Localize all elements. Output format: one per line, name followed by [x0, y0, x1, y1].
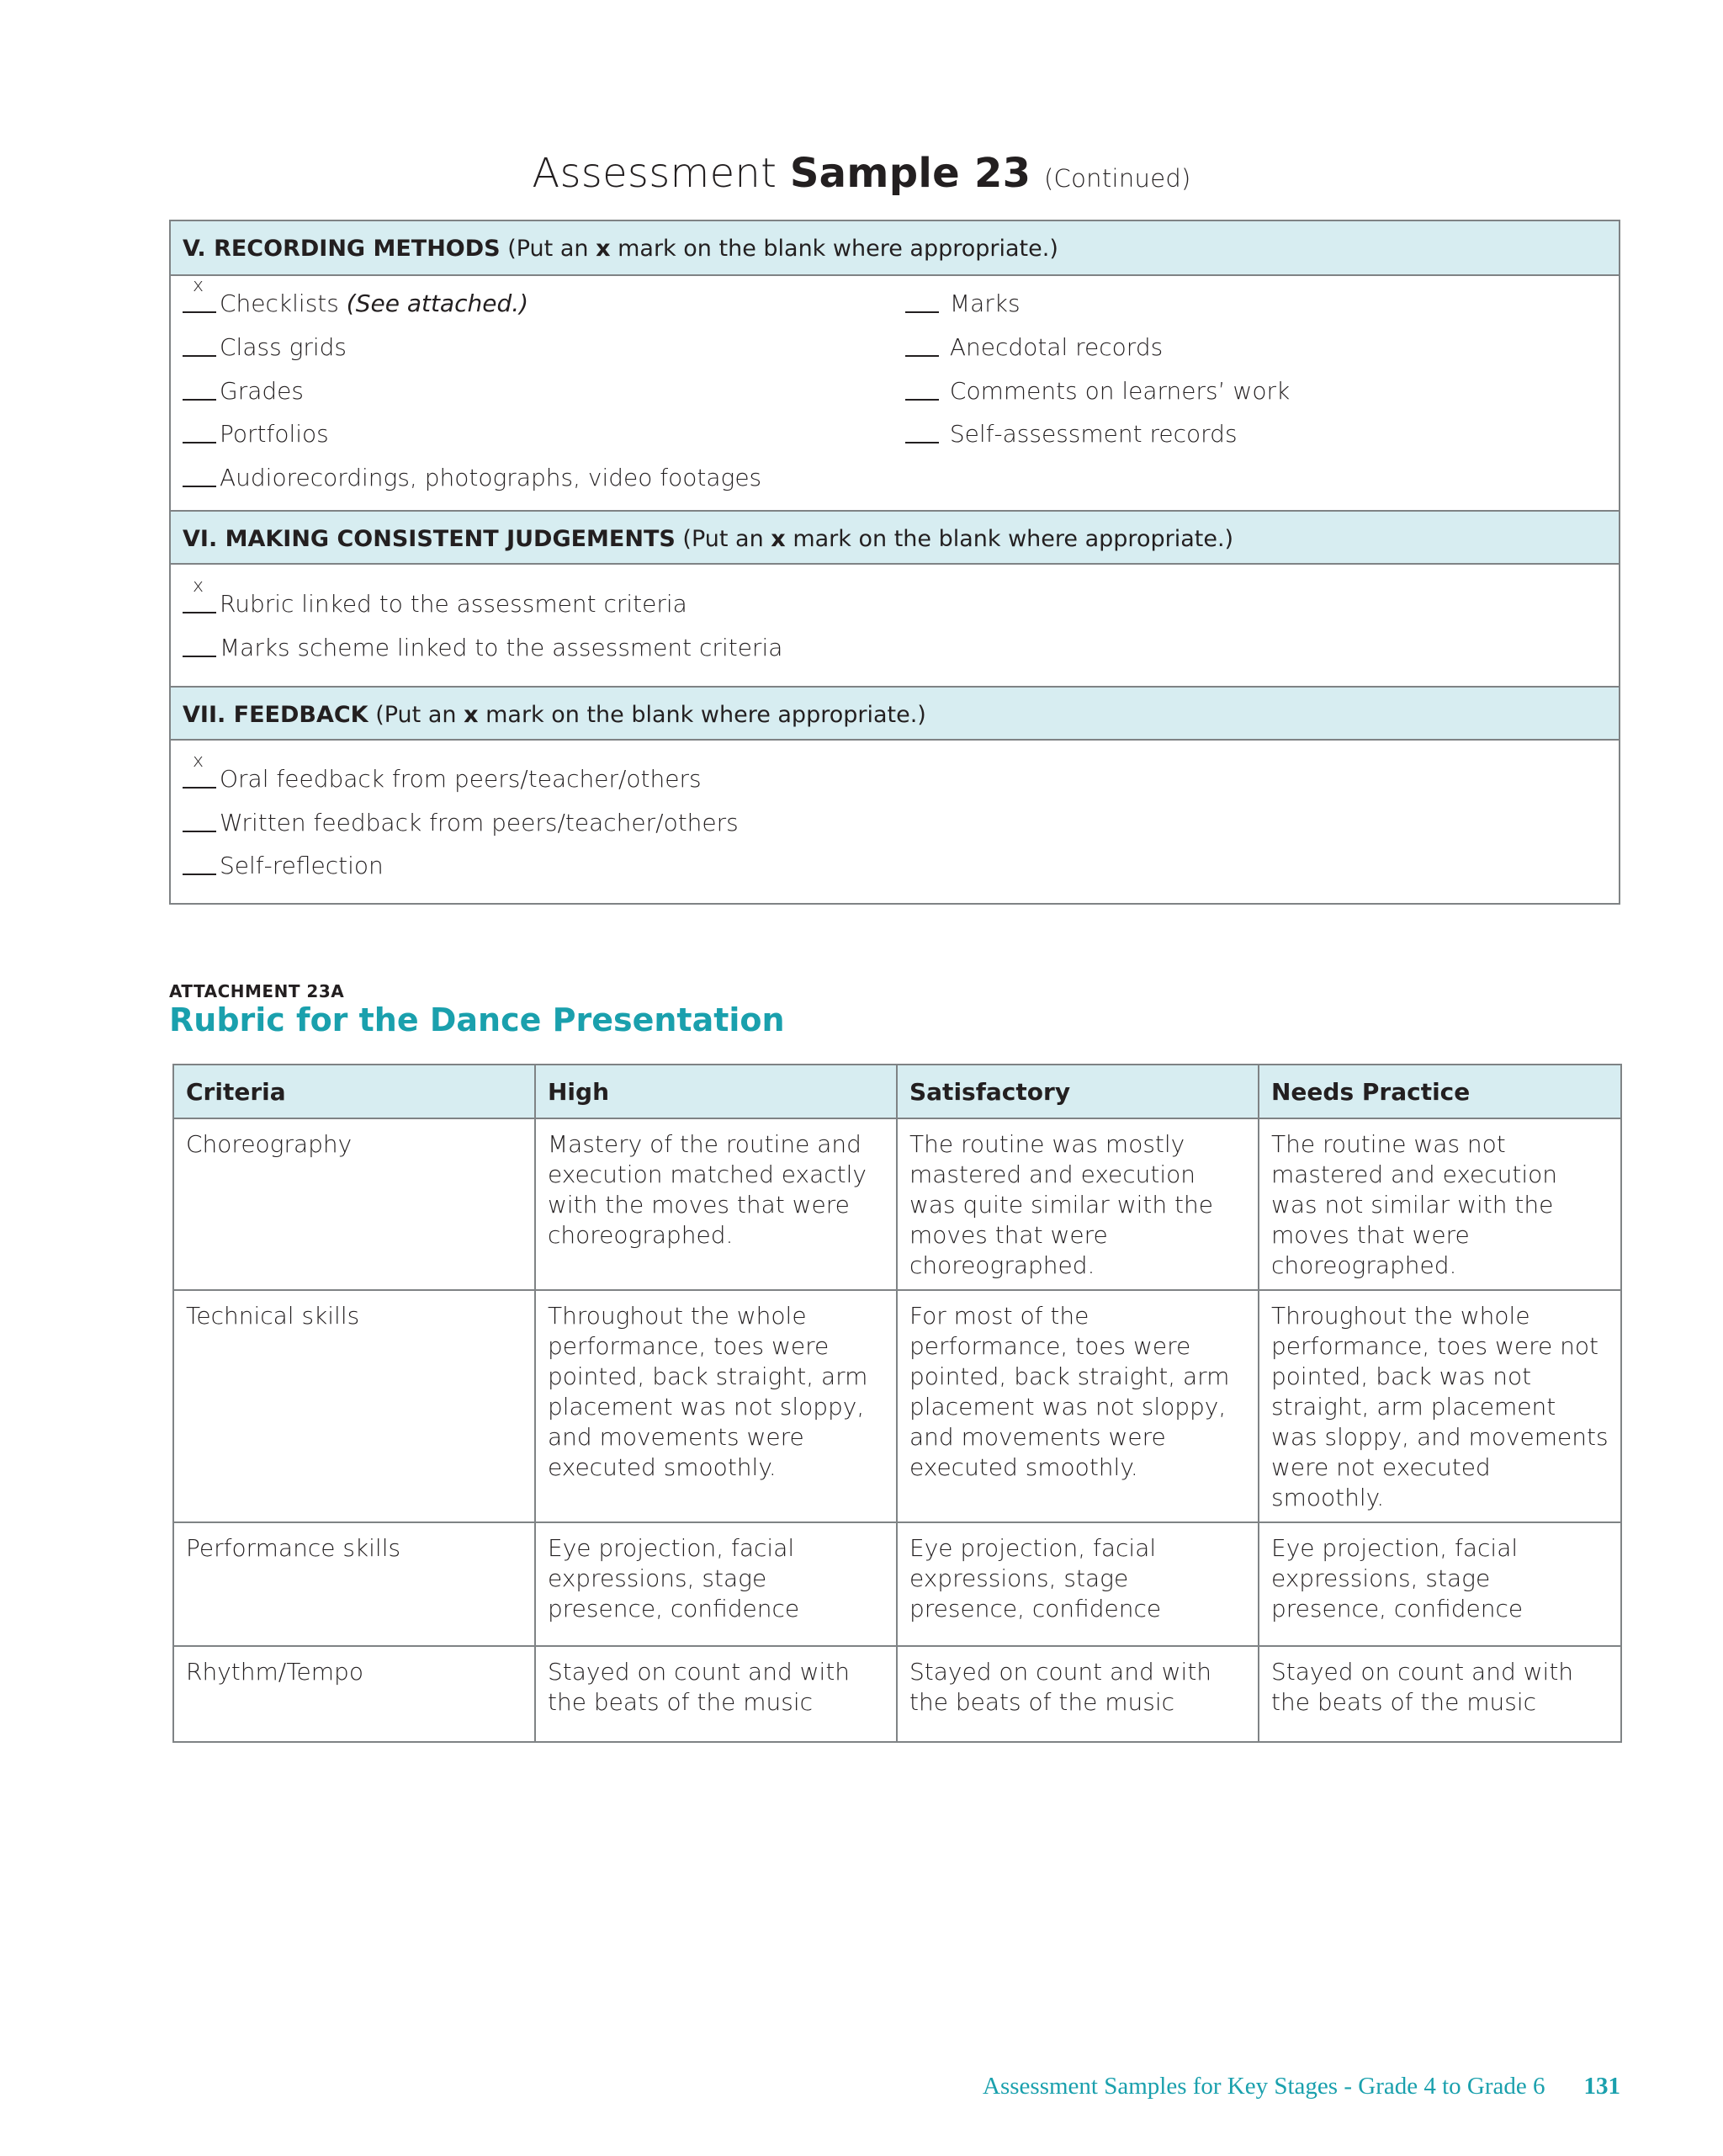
checkbox-blank[interactable] [905, 417, 939, 443]
checklist-item [905, 417, 1238, 451]
checkbox-blank[interactable] [183, 374, 216, 401]
needs-practice-cell: The routine was not mastered and execution was not similar with the moves that were choreographed. [1259, 1118, 1621, 1290]
item-label: Self-assessment records [949, 420, 1238, 448]
section-v-instr-x: x [596, 236, 611, 262]
checkbox-blank[interactable] [183, 460, 216, 487]
item-label: Marks [949, 289, 1021, 317]
item-note: (See attached.) [346, 289, 529, 317]
needs-practice-cell: Throughout the whole performance, toes were not pointed, back was not straight, arm placement was sloppy, and movements were not executed smoothly. [1259, 1290, 1621, 1522]
x-mark: x [193, 275, 204, 296]
checkbox-blank[interactable] [183, 751, 216, 789]
section-vi-instr-b: mark on the blank where appropriate.) [793, 526, 1234, 552]
footer-text: Assessment Samples for Key Stages - Grade 4 to Grade 6 [983, 2073, 1545, 2100]
table-row [173, 1646, 1621, 1742]
rubric-table [172, 1064, 1622, 1743]
satisfactory-cell: Eye projection, facial expressions, stage presence, confidence [897, 1522, 1259, 1646]
section-vii-header [171, 686, 1619, 741]
section-vii-title: VII. FEEDBACK [183, 702, 368, 728]
checklist-item [183, 805, 739, 840]
attachment-title: Rubric for the Dance Presentation [169, 1001, 785, 1038]
title-prefix: Assessment [532, 150, 777, 197]
section-v-instr-a: (Put an [507, 236, 589, 262]
title-continued: (Continued) [1043, 164, 1191, 193]
checklist-item [905, 330, 1163, 364]
section-v-instr-b: mark on the blank where appropriate.) [618, 236, 1058, 262]
checkbox-blank[interactable] [183, 848, 216, 875]
satisfactory-cell: The routine was mostly mastered and execution was quite similar with the moves that were choreographed. [897, 1118, 1259, 1290]
table-row [173, 1290, 1621, 1522]
section-vii-instr-a: (Put an [375, 702, 457, 728]
checklist-item [183, 576, 687, 621]
satisfactory-cell: For most of the performance, toes were pointed, back straight, arm placement was not sloppy, and movements were executed smoothly. [897, 1290, 1259, 1522]
section-vi-header [171, 510, 1619, 565]
page-title [0, 150, 1723, 197]
checkbox-blank[interactable] [183, 275, 216, 313]
criteria-cell: Rhythm/Tempo [173, 1646, 535, 1742]
item-label: Portfolios [220, 420, 329, 448]
item-label: Marks scheme linked to the assessment criteria [220, 634, 783, 661]
item-label: Comments on learners’ work [949, 377, 1291, 405]
item-label: Anecdotal records [949, 333, 1164, 361]
section-v-body [171, 276, 1619, 510]
checklist-item [183, 751, 702, 796]
section-v-title: V. RECORDING METHODS [183, 236, 501, 262]
checklist-item [905, 374, 1290, 408]
section-vi-instr-a: (Put an [682, 526, 764, 552]
title-sample-number: Sample 23 [789, 150, 1031, 197]
checkbox-blank[interactable] [905, 374, 939, 401]
checkbox-blank[interactable] [183, 805, 216, 832]
table-row [173, 1522, 1621, 1646]
high-cell: Stayed on count and with the beats of the music [535, 1646, 897, 1742]
page-number: 131 [1583, 2073, 1620, 2100]
item-label: Checklists [220, 289, 339, 317]
checkbox-blank[interactable] [905, 286, 939, 313]
section-vii-instr-b: mark on the blank where appropriate.) [485, 702, 926, 728]
section-vii-instr-x: x [464, 702, 479, 728]
header-high: High [535, 1065, 897, 1118]
checklist-item [183, 460, 761, 495]
satisfactory-cell: Stayed on count and with the beats of the music [897, 1646, 1259, 1742]
rubric-header-row [173, 1065, 1621, 1118]
item-label: Self-reflection [220, 852, 384, 879]
page-footer [983, 2073, 1620, 2100]
high-cell: Eye projection, facial expressions, stage presence, confidence [535, 1522, 897, 1646]
checklist-item [905, 286, 1021, 321]
checklist-item [183, 417, 329, 451]
checkbox-blank[interactable] [183, 630, 216, 657]
criteria-cell: Technical skills [173, 1290, 535, 1522]
attachment-label: ATTACHMENT 23A [169, 981, 345, 1001]
checkbox-blank[interactable] [183, 417, 216, 443]
checkbox-blank[interactable] [183, 576, 216, 613]
section-vi-body [171, 565, 1619, 686]
checklist-item [183, 275, 529, 321]
x-mark: x [193, 576, 204, 597]
criteria-cell: Performance skills [173, 1522, 535, 1646]
item-label: Oral feedback from peers/teacher/others [220, 765, 702, 793]
section-vii-body [171, 741, 1619, 903]
criteria-cell: Choreography [173, 1118, 535, 1290]
item-label: Written feedback from peers/teacher/others [220, 809, 739, 836]
header-needs-practice: Needs Practice [1259, 1065, 1621, 1118]
item-label: Class grids [220, 333, 347, 361]
checklist-item [183, 630, 782, 665]
table-row [173, 1118, 1621, 1290]
section-vi-title: VI. MAKING CONSISTENT JUDGEMENTS [183, 526, 676, 552]
assessment-sections [169, 220, 1620, 905]
needs-practice-cell: Stayed on count and with the beats of the music [1259, 1646, 1621, 1742]
checkbox-blank[interactable] [183, 330, 216, 357]
checkbox-blank[interactable] [905, 330, 939, 357]
checklist-item [183, 374, 304, 408]
header-satisfactory: Satisfactory [897, 1065, 1259, 1118]
checklist-item [183, 848, 384, 883]
header-criteria: Criteria [173, 1065, 535, 1118]
section-vi-instr-x: x [771, 526, 786, 552]
item-label: Audiorecordings, photographs, video footages [220, 464, 762, 491]
needs-practice-cell: Eye projection, facial expressions, stage presence, confidence [1259, 1522, 1621, 1646]
x-mark: x [193, 751, 204, 772]
high-cell: Mastery of the routine and execution matched exactly with the moves that were choreographed. [535, 1118, 897, 1290]
item-label: Grades [220, 377, 304, 405]
high-cell: Throughout the whole performance, toes were pointed, back straight, arm placement was not sloppy, and movements were executed smoothly. [535, 1290, 897, 1522]
section-v-header [171, 221, 1619, 276]
checklist-item [183, 330, 347, 364]
item-label: Rubric linked to the assessment criteria [220, 590, 687, 618]
